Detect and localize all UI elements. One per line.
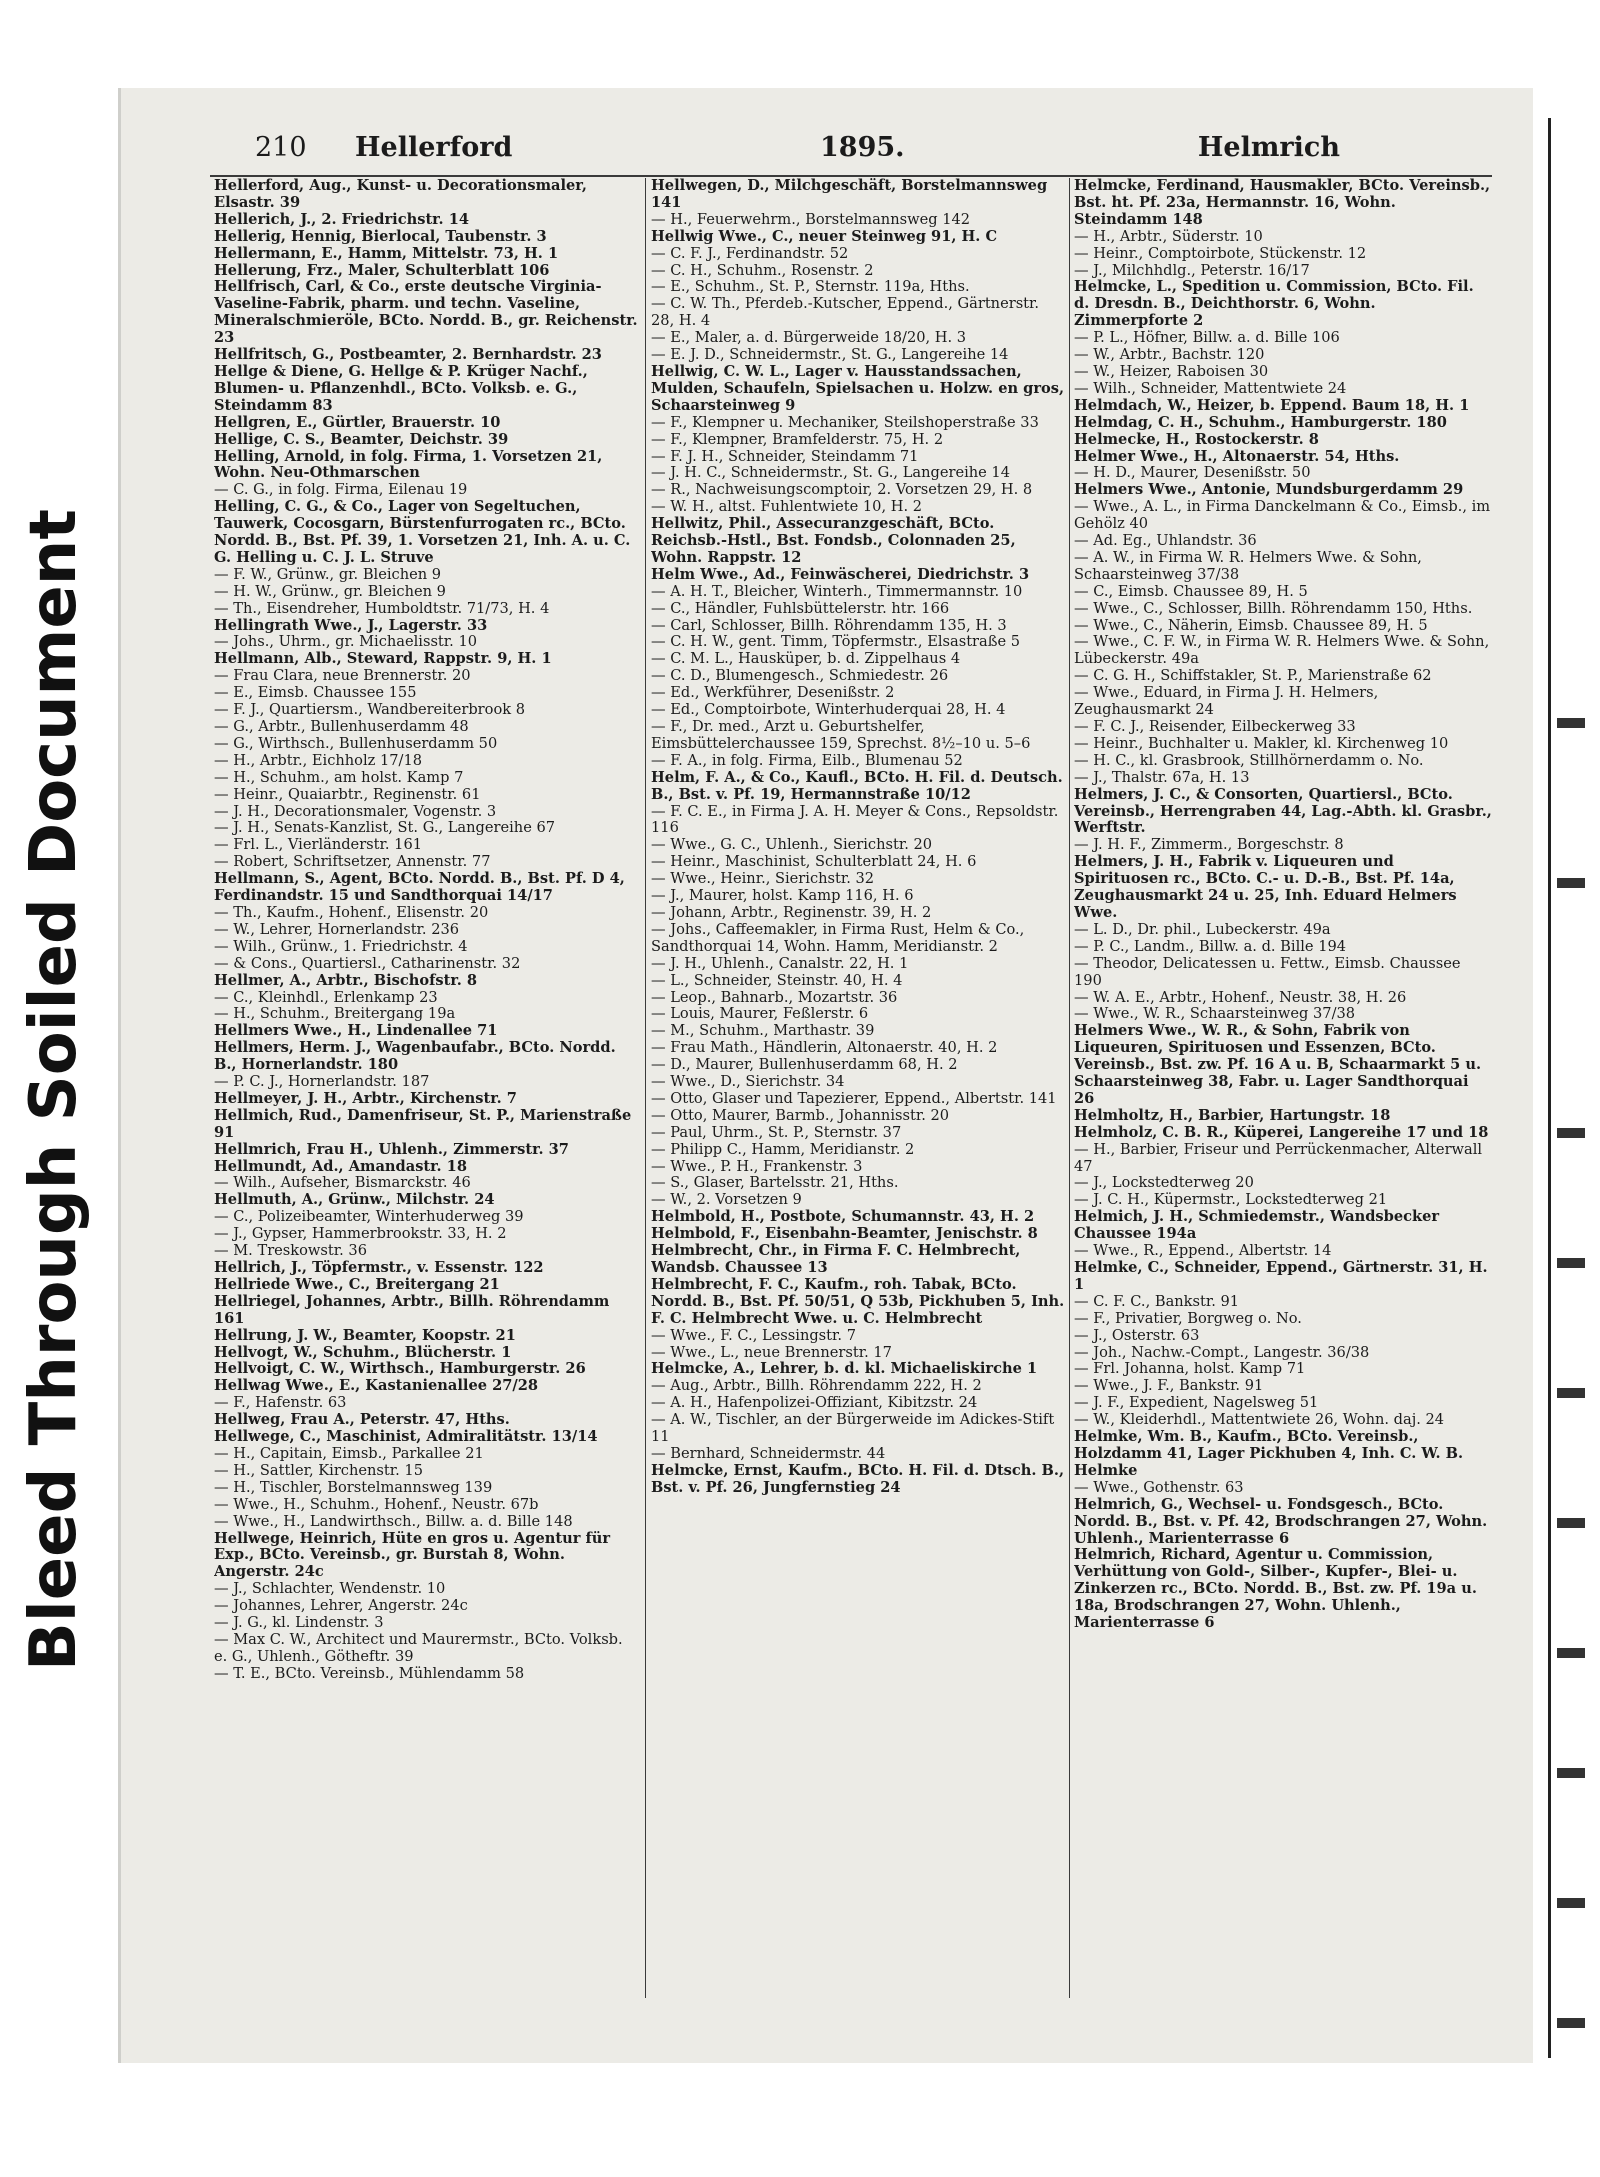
directory-entry: — J. H., Decorationsmaler, Vogenstr. 3 bbox=[214, 804, 640, 821]
directory-entry: — P. C. J., Hornerlandstr. 187 bbox=[214, 1074, 640, 1091]
directory-entry: — Wwe., Heinr., Sierichstr. 32 bbox=[651, 871, 1065, 888]
directory-entry: — Heinr., Comptoirbote, Stückenstr. 12 bbox=[1074, 246, 1492, 263]
directory-entry: Hellmundt, Ad., Amandastr. 18 bbox=[214, 1157, 467, 1175]
directory-entry: — A. H., Hafenpolizei-Offiziant, Kibitzstr. 24 bbox=[651, 1395, 1065, 1412]
directory-entry: — F. J., Quartiersm., Wandbereiterbrook 8 bbox=[214, 702, 640, 719]
directory-entry: — J. F., Expedient, Nagelsweg 51 bbox=[1074, 1395, 1492, 1412]
directory-entry: Helmke, Wm. B., Kaufm., BCto. Vereinsb., Holzdamm 41, Lager Pickhuben 4, Inh. C. W. B. Helmke bbox=[1074, 1428, 1464, 1479]
directory-entry: Hellwag Wwe., E., Kastanienallee 27/28 bbox=[214, 1377, 539, 1395]
directory-entry: — Johs., Uhrm., gr. Michaelisstr. 10 bbox=[214, 634, 640, 651]
directory-entry: Hellweg, Frau A., Peterstr. 47, Hths. bbox=[214, 1411, 510, 1429]
directory-entry: Helmdag, C. H., Schuhm., Hamburgerstr. 180 bbox=[1074, 413, 1447, 431]
directory-entry: — Theodor, Delicatessen u. Fettw., Eimsb. Chaussee 190 bbox=[1074, 956, 1492, 990]
directory-entry: — H., Schuhm., Breitergang 19a bbox=[214, 1006, 640, 1023]
directory-entry: Helm, F. A., & Co., Kaufl., BCto. H. Fil. d. Deutsch. B., Bst. v. Pf. 19, Hermannstraße 10/12 bbox=[651, 768, 1063, 803]
directory-entry: Helmers Wwe., W. R., & Sohn, Fabrik von Liqueuren, Spirituosen und Essenzen, BCto. Vereinsb., Bst. zw. Pf. 16 A u. B, Schaarmarkt 5 u. Schaarsteinweg 38, Fabr. u. Lager Sandthorquai 26 bbox=[1074, 1022, 1482, 1107]
directory-entry: — D., Maurer, Bullenhuserdamm 68, H. 2 bbox=[651, 1057, 1065, 1074]
directory-entry: — P. C., Landm., Billw. a. d. Bille 194 bbox=[1074, 939, 1492, 956]
directory-entry: — J., Gypser, Hammerbrookstr. 33, H. 2 bbox=[214, 1226, 640, 1243]
directory-entry: Helmholz, C. B. R., Küperei, Langereihe 17 und 18 bbox=[1074, 1123, 1489, 1141]
directory-entry: Hellmuth, A., Grünw., Milchstr. 24 bbox=[214, 1191, 495, 1209]
directory-entry: — Wwe., D., Sierichstr. 34 bbox=[651, 1074, 1065, 1091]
directory-entry: — J., Thalstr. 67a, H. 13 bbox=[1074, 770, 1492, 787]
directory-entry: — Frau Math., Händlerin, Altonaerstr. 40, H. 2 bbox=[651, 1040, 1065, 1057]
directory-entry: Helmers, J. C., & Consorten, Quartiersl., BCto. Vereinsb., Herrengraben 44, Lag.-Abth. kl. Grasbr., Werftstr. bbox=[1074, 785, 1492, 837]
directory-entry: — C. H. W., gent. Timm, Töpfermstr., Elsastraße 5 bbox=[651, 634, 1065, 651]
directory-entry: — Wwe., P. H., Frankenstr. 3 bbox=[651, 1159, 1065, 1176]
directory-entry: — E., Maler, a. d. Bürgerweide 18/20, H. 3 bbox=[651, 330, 1065, 347]
directory-entry: — Joh., Nachw.-Compt., Langestr. 36/38 bbox=[1074, 1345, 1492, 1362]
directory-entry: — Wwe., F. C., Lessingstr. 7 bbox=[651, 1328, 1065, 1345]
header-rule bbox=[210, 175, 1492, 177]
directory-column-2 bbox=[651, 178, 1065, 1998]
directory-entry: — M. Treskowstr. 36 bbox=[214, 1243, 640, 1260]
directory-entry: — H. C., kl. Grasbrook, Stillhörnerdamm o. No. bbox=[1074, 753, 1492, 770]
directory-entry: Hellriede Wwe., C., Breitergang 21 bbox=[214, 1275, 500, 1293]
directory-entry: Hellwege, C., Maschinist, Admiralitätstr. 13/14 bbox=[214, 1428, 598, 1446]
directory-entry: — H., Sattler, Kirchenstr. 15 bbox=[214, 1463, 640, 1480]
directory-entry: — C. G., in folg. Firma, Eilenau 19 bbox=[214, 482, 640, 499]
directory-entry: — H., Arbtr., Eichholz 17/18 bbox=[214, 753, 640, 770]
directory-entry: — R., Nachweisungscomptoir, 2. Vorsetzen 29, H. 8 bbox=[651, 482, 1065, 499]
directory-entry: — S., Glaser, Bartelsstr. 21, Hths. bbox=[651, 1175, 1065, 1192]
directory-entry: — Heinr., Buchhalter u. Makler, kl. Kirchenweg 10 bbox=[1074, 736, 1492, 753]
directory-entry: — C. H., Schuhm., Rosenstr. 2 bbox=[651, 263, 1065, 280]
directory-entry: — A. W., Tischler, an der Bürgerweide im Adickes-Stift 11 bbox=[651, 1412, 1065, 1446]
directory-entry: — Frl. L., Vierländerstr. 161 bbox=[214, 837, 640, 854]
directory-entry: — H. W., Grünw., gr. Bleichen 9 bbox=[214, 584, 640, 601]
directory-entry: — J. H., Uhlenh., Canalstr. 22, H. 1 bbox=[651, 956, 1065, 973]
directory-entry: — Carl, Schlosser, Billh. Röhrendamm 135, H. 3 bbox=[651, 618, 1065, 635]
directory-entry: Helmholtz, H., Barbier, Hartungstr. 18 bbox=[1074, 1106, 1391, 1124]
directory-entry: — Wwe., A. L., in Firma Danckelmann & Co., Eimsb., im Gehölz 40 bbox=[1074, 499, 1492, 533]
condition-stamp-text: Bleed Through Soiled Document bbox=[17, 509, 91, 1671]
directory-entry: Hellerich, J., 2. Friedrichstr. 14 bbox=[214, 210, 469, 228]
directory-column-3 bbox=[1074, 178, 1492, 1998]
directory-entry: — W., 2. Vorsetzen 9 bbox=[651, 1192, 1065, 1209]
directory-entry: — H. D., Maurer, Desenißstr. 50 bbox=[1074, 465, 1492, 482]
directory-entry: — C., Händler, Fuhlsbüttelerstr. htr. 166 bbox=[651, 601, 1065, 618]
directory-entry: Hellmeyer, J. H., Arbtr., Kirchenstr. 7 bbox=[214, 1089, 517, 1107]
directory-entry: — J. H., Senats-Kanzlist, St. G., Langereihe 67 bbox=[214, 820, 640, 837]
directory-entry: — Frau Clara, neue Brennerstr. 20 bbox=[214, 668, 640, 685]
directory-entry: Hellmich, Rud., Damenfriseur, St. P., Marienstraße 91 bbox=[214, 1106, 632, 1141]
directory-entry: — M., Schuhm., Marthastr. 39 bbox=[651, 1023, 1065, 1040]
directory-entry: Hellwege, Heinrich, Hüte en gros u. Agentur für Exp., BCto. Vereinsb., gr. Burstah 8, Wohn. Angerstr. 24c bbox=[214, 1529, 611, 1581]
directory-entry: — C., Polizeibeamter, Winterhuderweg 39 bbox=[214, 1209, 640, 1226]
directory-entry: Helmbrecht, F. C., Kaufm., roh. Tabak, BCto. Nordd. B., Bst. Pf. 50/51, Q 53b, Pickhuben 5, Inh. F. C. Helmbrecht Wwe. u. C. Helmbrecht bbox=[651, 1275, 1065, 1327]
directory-entry: Helmcke, Ernst, Kaufm., BCto. H. Fil. d. Dtsch. B., Bst. v. Pf. 26, Jungfernstieg 24 bbox=[651, 1461, 1065, 1496]
directory-entry: — H., Capitain, Eimsb., Parkallee 21 bbox=[214, 1446, 640, 1463]
directory-entry: — C. D., Blumengesch., Schmiedestr. 26 bbox=[651, 668, 1065, 685]
directory-entry: Helmich, J. H., Schmiedemstr., Wandsbecker Chaussee 194a bbox=[1074, 1208, 1440, 1243]
directory-entry: Helmcke, L., Spedition u. Commission, BCto. Fil. d. Dresdn. B., Deichthorstr. 6, Wohn. Zimmerpforte 2 bbox=[1074, 278, 1474, 330]
directory-entry: — C. G. H., Schiffstakler, St. P., Marienstraße 62 bbox=[1074, 668, 1492, 685]
directory-entry: — E. J. D., Schneidermstr., St. G., Langereihe 14 bbox=[651, 347, 1065, 364]
directory-entry: — F., Privatier, Borgweg o. No. bbox=[1074, 1311, 1492, 1328]
directory-entry: — J., Milchhdlg., Peterstr. 16/17 bbox=[1074, 263, 1492, 280]
directory-entry: — Wwe., G. C., Uhlenh., Sierichstr. 20 bbox=[651, 837, 1065, 854]
directory-entry: — & Cons., Quartiersl., Catharinenstr. 32 bbox=[214, 956, 640, 973]
directory-entry: — E., Eimsb. Chaussee 155 bbox=[214, 685, 640, 702]
directory-entry: — Wwe., C., Schlosser, Billh. Röhrendamm 150, Hths. bbox=[1074, 601, 1492, 618]
directory-entry: Hellermann, E., Hamm, Mittelstr. 73, H. 1 bbox=[214, 244, 559, 262]
page-number: 210 bbox=[255, 132, 307, 163]
directory-entry: Hellriegel, Johannes, Arbtr., Billh. Röhrendamm 161 bbox=[214, 1292, 610, 1327]
directory-entry: — Wwe., Gothenstr. 63 bbox=[1074, 1480, 1492, 1497]
directory-entry: — Otto, Glaser und Tapezierer, Eppend., Albertstr. 141 bbox=[651, 1091, 1065, 1108]
directory-entry: — Wilh., Aufseher, Bismarckstr. 46 bbox=[214, 1175, 640, 1192]
directory-entry: Hellmer, A., Arbtr., Bischofstr. 8 bbox=[214, 971, 478, 989]
directory-entry: — C. F. C., Bankstr. 91 bbox=[1074, 1294, 1492, 1311]
directory-entry: Helm Wwe., Ad., Feinwäscherei, Diedrichstr. 3 bbox=[651, 565, 1030, 583]
directory-entry: Hellingrath Wwe., J., Lagerstr. 33 bbox=[214, 616, 488, 634]
directory-entry: Hellwig Wwe., C., neuer Steinweg 91, H. C bbox=[651, 227, 998, 245]
directory-entry: — Ed., Werkführer, Desenißstr. 2 bbox=[651, 685, 1065, 702]
directory-entry: — W., Lehrer, Hornerlandstr. 236 bbox=[214, 922, 640, 939]
directory-entry: Helmecke, H., Rostockerstr. 8 bbox=[1074, 430, 1319, 448]
directory-entry: Hellwegen, D., Milchgeschäft, Borstelmannsweg 141 bbox=[651, 178, 1048, 211]
directory-entry: Helling, Arnold, in folg. Firma, 1. Vorsetzen 21, Wohn. Neu-Othmarschen bbox=[214, 447, 603, 482]
directory-entry: — H., Schuhm., am holst. Kamp 7 bbox=[214, 770, 640, 787]
directory-entry: — W., Heizer, Raboisen 30 bbox=[1074, 364, 1492, 381]
directory-entry: Hellrung, J. W., Beamter, Koopstr. 21 bbox=[214, 1326, 516, 1344]
directory-entry: Hellige, C. S., Beamter, Deichstr. 39 bbox=[214, 430, 509, 448]
directory-entry: Hellmann, Alb., Steward, Rappstr. 9, H. 1 bbox=[214, 650, 552, 668]
condition-stamp bbox=[8, 509, 100, 1671]
directory-entry: — Wwe., C. F. W., in Firma W. R. Helmers Wwe. & Sohn, Lübeckerstr. 49a bbox=[1074, 634, 1492, 668]
directory-entry: — J., Osterstr. 63 bbox=[1074, 1328, 1492, 1345]
directory-entry: — Wilh., Schneider, Mattentwiete 24 bbox=[1074, 381, 1492, 398]
directory-entry: — Wwe., R., Eppend., Albertstr. 14 bbox=[1074, 1243, 1492, 1260]
directory-entry: Helmbold, H., Postbote, Schumannstr. 43, H. 2 bbox=[651, 1208, 1035, 1226]
directory-entry: — F., Dr. med., Arzt u. Geburtshelfer, Eimsbüttelerchaussee 159, Sprechst. 8½–10 u. 5–6 bbox=[651, 719, 1065, 753]
directory-entry: — J., Maurer, holst. Kamp 116, H. 6 bbox=[651, 888, 1065, 905]
directory-entry: — Wwe., W. R., Schaarsteinweg 37/38 bbox=[1074, 1006, 1492, 1023]
directory-entry: — C., Kleinhdl., Erlenkamp 23 bbox=[214, 990, 640, 1007]
directory-entry: Helmcke, A., Lehrer, b. d. kl. Michaeliskirche 1 bbox=[651, 1360, 1038, 1378]
header-left-word: Hellerford bbox=[355, 132, 513, 163]
directory-entry: — Wwe., H., Landwirthsch., Billw. a. d. Bille 148 bbox=[214, 1514, 640, 1531]
directory-entry: — Heinr., Maschinist, Schulterblatt 24, H. 6 bbox=[651, 854, 1065, 871]
directory-entry: — W., Arbtr., Bachstr. 120 bbox=[1074, 347, 1492, 364]
directory-entry: — F., Klempner u. Mechaniker, Steilshoperstraße 33 bbox=[651, 415, 1065, 432]
directory-entry: — Wilh., Grünw., 1. Friedrichstr. 4 bbox=[214, 939, 640, 956]
directory-entry: — F. C. E., in Firma J. A. H. Meyer & Cons., Repsoldstr. 116 bbox=[651, 804, 1065, 838]
directory-entry: — Louis, Maurer, Feßlerstr. 6 bbox=[651, 1006, 1065, 1023]
directory-entry: — L. D., Dr. phil., Lubeckerstr. 49a bbox=[1074, 922, 1492, 939]
directory-entry: — Johannes, Lehrer, Angerstr. 24c bbox=[214, 1598, 640, 1615]
directory-entry: — L., Schneider, Steinstr. 40, H. 4 bbox=[651, 973, 1065, 990]
directory-entry: — H., Feuerwehrm., Borstelmannsweg 142 bbox=[651, 212, 1065, 229]
directory-entry: Hellfritsch, G., Postbeamter, 2. Bernhardstr. 23 bbox=[214, 346, 602, 364]
directory-entry: — C. W. Th., Pferdeb.-Kutscher, Eppend., Gärtnerstr. 28, H. 4 bbox=[651, 296, 1065, 330]
directory-entry: — H., Tischler, Borstelmannsweg 139 bbox=[214, 1480, 640, 1497]
directory-entry: Helmers, J. H., Fabrik v. Liqueuren und Spirituosen rc., BCto. C.- u. D.-B., Bst. Pf. 14a, Zeughausmarkt 24 u. 25, Inh. Eduard Helmers Wwe. bbox=[1074, 853, 1457, 921]
directory-entry: — F., Klempner, Bramfelderstr. 75, H. 2 bbox=[651, 432, 1065, 449]
page-header bbox=[255, 132, 1340, 172]
directory-entry: Helmers Wwe., Antonie, Mundsburgerdamm 29 bbox=[1074, 481, 1464, 499]
directory-entry: — Wwe., L., neue Brennerstr. 17 bbox=[651, 1345, 1065, 1362]
directory-entry: — J. C. H., Küpermstr., Lockstedterweg 21 bbox=[1074, 1192, 1492, 1209]
directory-entry: Hellwig, C. W. L., Lager v. Hausstandssachen, Mulden, Schaufeln, Spielsachen u. Holzw. en gros, Schaarsteinweg 9 bbox=[651, 362, 1065, 414]
directory-entry: — Heinr., Quaiarbtr., Reginenstr. 61 bbox=[214, 787, 640, 804]
directory-entry: Hellfrisch, Carl, & Co., erste deutsche Virginia-Vaseline-Fabrik, pharm. und techn. Vaseline, Mineralschmieröle, BCto. Nordd. B., gr. Reichenstr. 23 bbox=[214, 278, 638, 347]
directory-entry: Helmke, C., Schneider, Eppend., Gärtnerstr. 31, H. 1 bbox=[1074, 1259, 1488, 1293]
header-year: 1895. bbox=[820, 132, 905, 163]
directory-entry: — C. F. J., Ferdinandstr. 52 bbox=[651, 246, 1065, 263]
directory-entry: — W. A. E., Arbtr., Hohenf., Neustr. 38, H. 26 bbox=[1074, 990, 1492, 1007]
directory-entry: — J. H. C., Schneidermstr., St. G., Langereihe 14 bbox=[651, 465, 1065, 482]
directory-entry: Hellrich, J., Töpfermstr., v. Essenstr. 122 bbox=[214, 1259, 544, 1276]
directory-entry: — Paul, Uhrm., St. P., Sternstr. 37 bbox=[651, 1125, 1065, 1142]
directory-entry: — Ed., Comptoirbote, Winterhuderquai 28, H. 4 bbox=[651, 702, 1065, 719]
directory-entry: Helmrich, Richard, Agentur u. Commission, Verhüttung von Gold-, Silber-, Kupfer-, Blei- u. Zinkerzen rc., BCto. Nordd. B., Bst. zw. Pf. 19a u. 18a, Brodschrangen 27, Wohn. Uhlenh., Marienterrasse 6 bbox=[1074, 1546, 1477, 1632]
directory-entry: — J. H. F., Zimmerm., Borgeschstr. 8 bbox=[1074, 837, 1492, 854]
directory-entry: — A. W., in Firma W. R. Helmers Wwe. & Sohn, Schaarsteinweg 37/38 bbox=[1074, 550, 1492, 584]
directory-entry: Hellmrich, Frau H., Uhlenh., Zimmerstr. 37 bbox=[214, 1140, 569, 1158]
directory-column-1 bbox=[214, 178, 640, 1998]
directory-entry: — G., Arbtr., Bullenhuserdamm 48 bbox=[214, 719, 640, 736]
directory-entry: — J., Schlachter, Wendenstr. 10 bbox=[214, 1581, 640, 1598]
directory-entry: Hellerig, Hennig, Bierlocal, Taubenstr. 3 bbox=[214, 227, 547, 245]
directory-entry: — F., Hafenstr. 63 bbox=[214, 1395, 640, 1412]
directory-entry: — J. G., kl. Lindenstr. 3 bbox=[214, 1615, 640, 1632]
directory-entry: Hellvoigt, C. W., Wirthsch., Hamburgerstr. 26 bbox=[214, 1360, 586, 1378]
directory-entry: — Ad. Eg., Uhlandstr. 36 bbox=[1074, 533, 1492, 550]
directory-entry: — Bernhard, Schneidermstr. 44 bbox=[651, 1446, 1065, 1463]
directory-entry: Helmdach, W., Heizer, b. Eppend. Baum 18, H. 1 bbox=[1074, 396, 1470, 414]
directory-entry: — F. C. J., Reisender, Eilbeckerweg 33 bbox=[1074, 719, 1492, 736]
directory-entry: — E., Schuhm., St. P., Sternstr. 119a, Hths. bbox=[651, 279, 1065, 296]
directory-entry: Hellwitz, Phil., Assecuranzgeschäft, BCto. Reichsb.-Hstl., Bst. Fondsb., Colonnaden 25, Wohn. Rappstr. 12 bbox=[651, 515, 1016, 566]
directory-entry: — A. H. T., Bleicher, Winterh., Timmermannstr. 10 bbox=[651, 584, 1065, 601]
directory-entry: — Johs., Caffeemakler, in Firma Rust, Helm & Co., Sandthorquai 14, Wohn. Hamm, Meridianstr. 2 bbox=[651, 922, 1065, 956]
directory-entry: Hellvogt, W., Schuhm., Blücherstr. 1 bbox=[214, 1343, 512, 1361]
directory-entry: — Wwe., Eduard, in Firma J. H. Helmers, Zeughausmarkt 24 bbox=[1074, 685, 1492, 719]
directory-entry: — G., Wirthsch., Bullenhuserdamm 50 bbox=[214, 736, 640, 753]
directory-entry: Hellmers Wwe., H., Lindenallee 71 bbox=[214, 1022, 498, 1040]
directory-entry: — H., Arbtr., Süderstr. 10 bbox=[1074, 229, 1492, 246]
header-right-word: Helmrich bbox=[1197, 132, 1340, 163]
directory-entry: — W., Kleiderhdl., Mattentwiete 26, Wohn. daj. 24 bbox=[1074, 1412, 1492, 1429]
column-divider-1 bbox=[645, 178, 646, 1998]
directory-entry: — F. W., Grünw., gr. Bleichen 9 bbox=[214, 567, 640, 584]
directory-entry: — F. A., in folg. Firma, Eilb., Blumenau 52 bbox=[651, 753, 1065, 770]
directory-entry: Helmcke, Ferdinand, Hausmakler, BCto. Vereinsb., Bst. ht. Pf. 23a, Hermannstr. 16, Wohn. Steindamm 148 bbox=[1074, 178, 1491, 228]
directory-entry: Hellmann, S., Agent, BCto. Nordd. B., Bst. Pf. D 4, Ferdinandstr. 15 und Sandthorquai 14/17 bbox=[214, 870, 625, 905]
directory-entry: Helmrich, G., Wechsel- u. Fondsgesch., BCto. Nordd. B., Bst. v. Pf. 42, Brodschrangen 27, Wohn. Uhlenh., Marienterrasse 6 bbox=[1074, 1495, 1488, 1547]
directory-entry: — Wwe., J. F., Bankstr. 91 bbox=[1074, 1378, 1492, 1395]
directory-entry: — Th., Eisendreher, Humboldtstr. 71/73, H. 4 bbox=[214, 601, 640, 618]
directory-entry: Hellgren, E., Gürtler, Brauerstr. 10 bbox=[214, 413, 501, 431]
directory-entry: Helmbold, F., Eisenbahn-Beamter, Jenischstr. 8 bbox=[651, 1225, 1038, 1243]
directory-entry: Hellerung, Frz., Maler, Schulterblatt 106 bbox=[214, 261, 550, 279]
directory-entry: — Th., Kaufm., Hohenf., Elisenstr. 20 bbox=[214, 905, 640, 922]
adjacent-page-edge bbox=[1548, 118, 1591, 2058]
directory-entry: — C. M. L., Hausküper, b. d. Zippelhaus 4 bbox=[651, 651, 1065, 668]
directory-entry: — Wwe., H., Schuhm., Hohenf., Neustr. 67b bbox=[214, 1497, 640, 1514]
directory-entry: — C., Eimsb. Chaussee 89, H. 5 bbox=[1074, 584, 1492, 601]
directory-entry: — Max C. W., Architect und Maurermstr., BCto. Volksb. e. G., Uhlenh., Götheftr. 39 bbox=[214, 1632, 640, 1666]
directory-entry: — F. J. H., Schneider, Steindamm 71 bbox=[651, 449, 1065, 466]
directory-entry: Hellerford, Aug., Kunst- u. Decorationsmaler, Elsastr. 39 bbox=[214, 178, 588, 211]
directory-entry: — Philipp C., Hamm, Meridianstr. 2 bbox=[651, 1142, 1065, 1159]
directory-entry: — P. L., Höfner, Billw. a. d. Bille 106 bbox=[1074, 330, 1492, 347]
directory-entry: Helmer Wwe., H., Altonaerstr. 54, Hths. bbox=[1074, 447, 1400, 465]
directory-entry: Hellmers, Herm. J., Wagenbaufabr., BCto. Nordd. B., Hornerlandstr. 180 bbox=[214, 1039, 616, 1074]
directory-entry: — W. H., altst. Fuhlentwiete 10, H. 2 bbox=[651, 499, 1065, 516]
directory-entry: — Leop., Bahnarb., Mozartstr. 36 bbox=[651, 990, 1065, 1007]
directory-entry: — Robert, Schriftsetzer, Annenstr. 77 bbox=[214, 854, 640, 871]
directory-entry: — T. E., BCto. Vereinsb., Mühlendamm 58 bbox=[214, 1666, 640, 1683]
directory-entry: Helmbrecht, Chr., in Firma F. C. Helmbrecht, Wandsb. Chaussee 13 bbox=[651, 1242, 1021, 1276]
column-divider-2 bbox=[1069, 178, 1070, 1998]
directory-entry: — J., Lockstedterweg 20 bbox=[1074, 1175, 1492, 1192]
directory-entry: — Johann, Arbtr., Reginenstr. 39, H. 2 bbox=[651, 905, 1065, 922]
directory-entry: — Wwe., C., Näherin, Eimsb. Chaussee 89, H. 5 bbox=[1074, 618, 1492, 635]
directory-entry: — H., Barbier, Friseur und Perrückenmacher, Alterwall 47 bbox=[1074, 1142, 1492, 1176]
directory-entry: Hellge & Diene, G. Hellge & P. Krüger Nachf., Blumen- u. Pflanzenhdl., BCto. Volksb. e. G., Steindamm 83 bbox=[214, 362, 588, 414]
directory-entry: — Aug., Arbtr., Billh. Röhrendamm 222, H. 2 bbox=[651, 1378, 1065, 1395]
directory-entry: — Frl. Johanna, holst. Kamp 71 bbox=[1074, 1361, 1492, 1378]
directory-entry: Helling, C. G., & Co., Lager von Segeltuchen, Tauwerk, Cocosgarn, Bürstenfurrogaten rc., BCto. Nordd. B., Bst. Pf. 39, 1. Vorsetzen 21, Inh. A. u. C. G. Helling u. C. J. L. Struve bbox=[214, 498, 631, 566]
directory-entry: — Otto, Maurer, Barmb., Johannisstr. 20 bbox=[651, 1108, 1065, 1125]
